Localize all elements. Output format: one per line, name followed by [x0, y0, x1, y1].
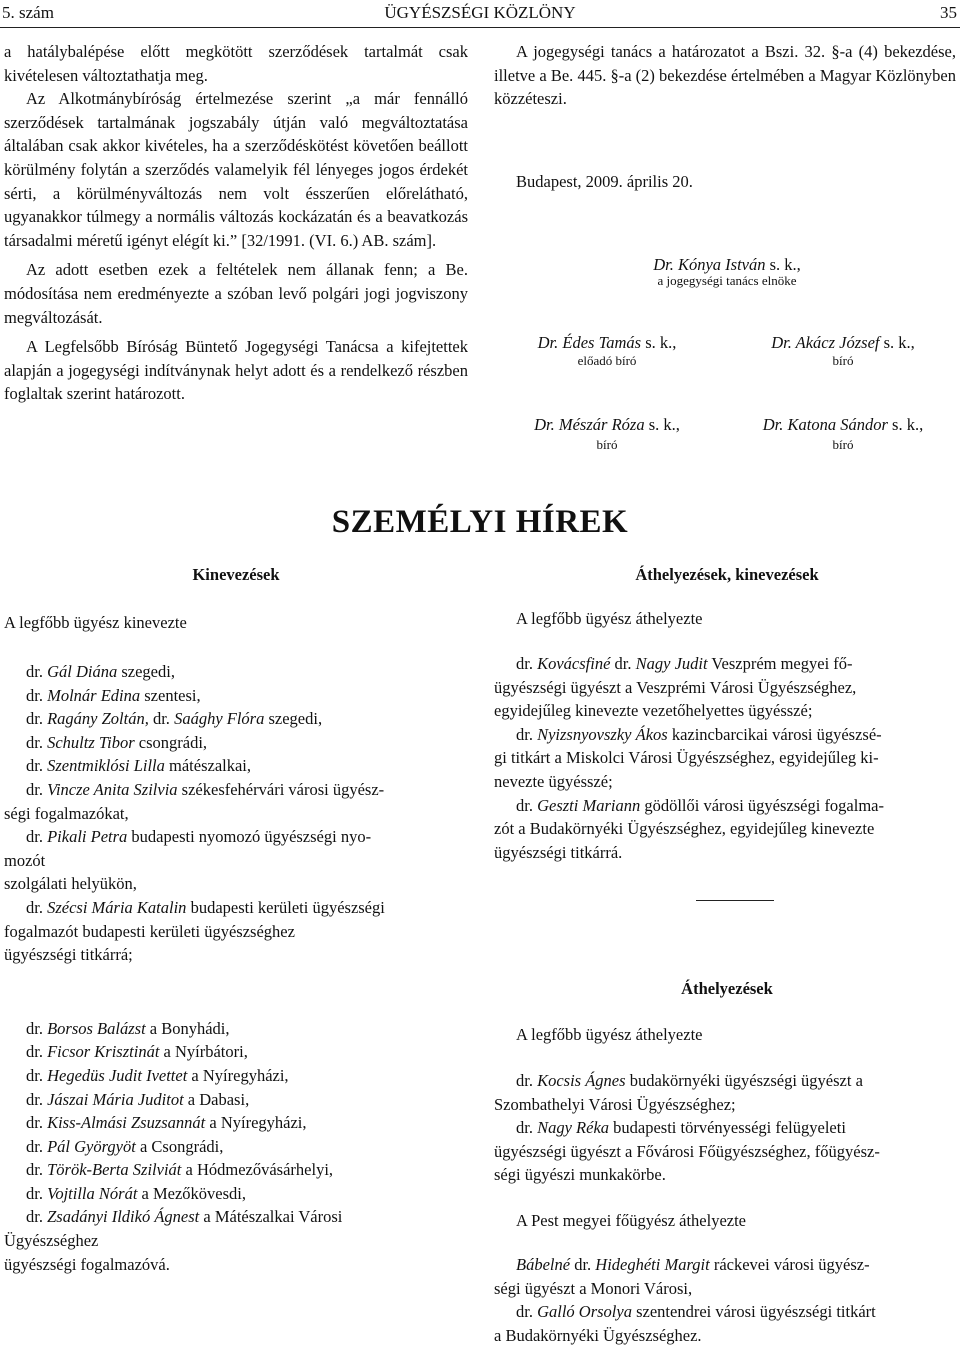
list-item: dr. Kiss-Almási Zsuzsannát a Nyíregyházi,	[26, 1113, 307, 1133]
left-column	[4, 40, 468, 406]
header-rule	[0, 27, 960, 28]
athelyezesek-intro-2: A Pest megyei főügyész áthelyezte	[516, 1211, 747, 1230]
separator-rule	[696, 900, 774, 901]
list-item-continuation: ügyészségi fogalmazóvá.	[4, 1254, 170, 1274]
list-item-continuation: gi titkárt a Miskolci Városi Ügyészséghez, egyidejűleg ki-	[494, 748, 879, 768]
chair-signature: Dr. Kónya István s. k.,	[653, 255, 801, 274]
kinevezesek-intro: A legfőbb ügyész kinevezte	[4, 613, 187, 632]
list-item-continuation: ügyészségi titkárrá;	[4, 945, 133, 965]
signature-1: Dr. Édes Tamás s. k.,	[537, 333, 677, 352]
list-item: dr. Borsos Balázst a Bonyhádi,	[26, 1018, 230, 1038]
signature-2-role: bíró	[832, 353, 854, 368]
kinevezesek-list	[4, 660, 468, 1276]
signature-2: Dr. Akácz József s. k.,	[771, 333, 915, 352]
list-item-continuation: ségi fogalmazókat,	[4, 803, 129, 823]
page-number: 35	[940, 3, 957, 22]
list-item-continuation: fogalmazót budapesti kerületi ügyészséghez	[4, 921, 295, 941]
athelyezesek-list	[494, 1069, 958, 1187]
list-item: dr. Schultz Tibor csongrádi,	[26, 732, 208, 752]
list-item: dr. Vincze Anita Szilvia székesfehérvári városi ügyész-	[26, 779, 385, 799]
list-item: dr. Galló Orsolya szentendrei városi ügyészségi titkárt	[516, 1302, 876, 1322]
list-item: dr. Zsadányi Ildikó Ágnest a Mátészalkai Városi	[26, 1207, 343, 1227]
list-item-continuation: ügyészségi titkárrá.	[494, 842, 623, 862]
list-item: dr. Gál Diána szegedi,	[26, 662, 175, 681]
issue-number: 5. szám	[2, 3, 54, 22]
list-item-continuation: mozót	[4, 850, 46, 870]
signature-3: Dr. Mészár Róza s. k.,	[534, 415, 680, 434]
list-item: dr. Kocsis Ágnes budakörnyéki ügyészségi ügyészt a	[516, 1071, 863, 1090]
list-item: dr. Molnár Edina szentesi,	[26, 685, 201, 705]
signature-3-role: bíró	[596, 437, 618, 452]
list-item: dr. Szécsi Mária Katalin budapesti kerületi ügyészségi	[26, 897, 385, 917]
list-item: dr. Geszti Mariann gödöllői városi ügyészségi fogalma-	[516, 795, 884, 815]
list-item: Bábelné dr. Hideghéti Margit ráckevei városi ügyész-	[516, 1255, 870, 1274]
athelyezesek-intro: A legfőbb ügyész áthelyezte	[516, 1025, 703, 1044]
list-item: dr. Pál Györgyöt a Csongrádi,	[26, 1136, 224, 1156]
list-item: dr. Nagy Réka budapesti törvényességi felügyeleti	[516, 1118, 846, 1138]
list-item-continuation: egyidejűleg kinevezte vezetőhelyettes ügyésszé;	[494, 701, 813, 721]
athelyezesek-heading: Áthelyezések	[681, 979, 773, 998]
list-item-continuation: Szombathelyi Városi Ügyészséghez;	[494, 1094, 736, 1114]
list-item: dr. Hegedüs Judit Ivettet a Nyíregyházi,	[26, 1065, 289, 1085]
list-item-continuation: a Budakörnyéki Ügyészséghez.	[494, 1325, 702, 1345]
athelyezesek-kinevezesek-intro: A legfőbb ügyész áthelyezte	[516, 609, 703, 628]
signature-1-role: előadó bíró	[577, 353, 637, 368]
right-column	[494, 40, 956, 111]
list-item: dr. Kovácsfiné dr. Nagy Judit Veszprém megyei fő-	[516, 654, 853, 673]
athelyezesek-list-2	[494, 1253, 958, 1347]
list-item: dr. Török-Berta Szilviát a Hódmezővásárhelyi,	[26, 1160, 334, 1180]
journal-title: ÜGYÉSZSÉGI KÖZLÖNY	[384, 3, 576, 22]
list-item-continuation: ségi ügyészi munkakörbe.	[494, 1165, 666, 1185]
athelyezesek-kinevezesek-heading: Áthelyezések, kinevezések	[635, 565, 819, 584]
list-item-continuation: Ügyészséghez	[4, 1231, 99, 1251]
list-item: dr. Pikali Petra budapesti nyomozó ügyészségi nyo-	[26, 827, 372, 847]
athelyezesek-kinevezesek-list	[494, 652, 958, 864]
list-item-continuation: szolgálati helyükön,	[4, 874, 137, 894]
list-item-continuation: ügyészségi ügyészt a Veszprémi Városi Ügyészséghez,	[494, 677, 857, 697]
left-paragraph-2: Az Alkotmánybíróság értelmezése szerint „a már fennálló szerződések tartalmának jogszabály útján való megváltoztatása általában csak akkor kivételes, ha a szerződéskötést követően beállott körülmény folytán a szerződés valamelyik fél lényeges jogos érdekét sérti, a körülményváltozás nem volt ésszerűen előrelátható, ugyanakkor túlmegy a normális változás kockázatán és a beavatkozás társadalmi méretű igényt elégít ki.” [32/1991. (VI. 6.) AB. szám].	[4, 89, 468, 250]
signature-4: Dr. Katona Sándor s. k.,	[762, 415, 924, 434]
list-item: dr. Jászai Mária Juditot a Dabasi,	[26, 1089, 250, 1109]
kinevezesek-heading: Kinevezések	[192, 565, 280, 584]
list-item: dr. Nyizsnyovszky Ákos kazincbarcikai városi ügyészsé-	[516, 724, 882, 744]
section-title: SZEMÉLYI HÍREK	[331, 504, 629, 540]
place-date: Budapest, 2009. április 20.	[516, 172, 693, 191]
signature-4-role: bíró	[832, 437, 854, 452]
left-paragraph-4: A Legfelsőbb Bíróság Büntető Jogegységi Tanácsa a kifejtettek alapján a jogegységi indítványnak helyt adott és a rendelkező részben foglaltak szerint határozott.	[4, 337, 468, 404]
left-paragraph-1: a hatálybalépése előtt megkötött szerződések tartalmát csak kivételesen változtathatja meg.	[4, 42, 468, 85]
left-paragraph-3: Az adott esetben ezek a feltételek nem állanak fenn; a Be. módosítása nem eredményezte a szóban levő polgári jogi jogviszony megváltozását.	[4, 260, 468, 327]
list-item-continuation: ségi ügyészt a Monori Városi,	[494, 1278, 693, 1298]
list-item-continuation: ügyészségi ügyészt a Fővárosi Főügyészséghez, főügyész-	[494, 1141, 880, 1161]
chair-name: Dr. Kónya István	[653, 255, 766, 274]
list-item: dr. Szentmiklósi Lilla mátészalkai,	[26, 756, 252, 776]
list-item-continuation: zót a Budakörnyéki Ügyészséghez, egyidejűleg kinevezte	[494, 819, 875, 839]
list-item-continuation: nevezte ügyésszé;	[494, 771, 613, 791]
right-paragraph-1: A jogegységi tanács a határozatot a Bszi. 32. §-a (4) bekezdése, illetve a Be. 445. §-a (2) bekezdése értelmében a Magyar Közlönyben közzéteszi.	[494, 42, 956, 109]
list-item: dr. Ragány Zoltán, dr. Saághy Flóra szegedi,	[26, 709, 323, 729]
chair-role: a jogegységi tanács elnöke	[657, 273, 797, 288]
list-item: dr. Vojtilla Nórát a Mezőkövesdi,	[26, 1183, 247, 1203]
list-item: dr. Ficsor Krisztinát a Nyírbátori,	[26, 1042, 248, 1062]
